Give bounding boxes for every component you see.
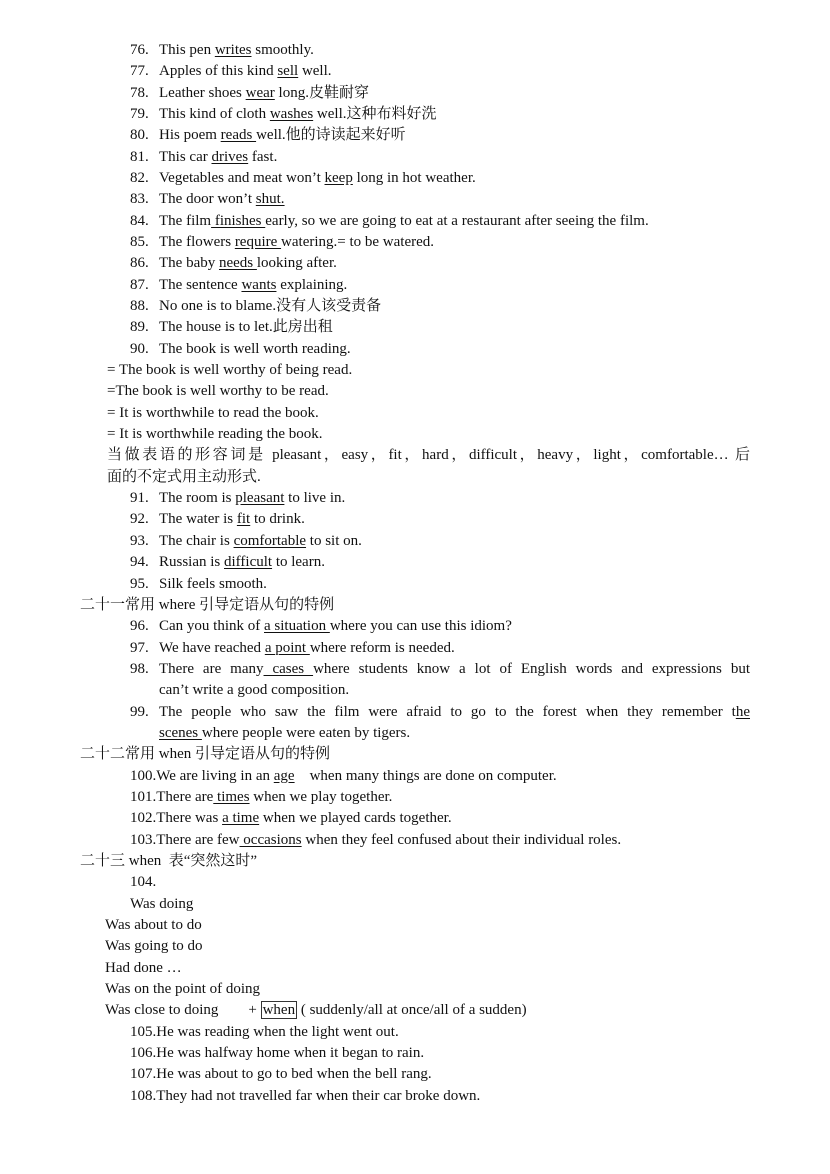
text-segment: 106.He was halfway home when it began to rain. [130,1044,425,1061]
item-number: 84. [130,212,149,229]
text-segment: long in hot weather. [352,170,476,187]
underlined-keyword: occasions [239,831,302,848]
boxed-keyword: when [262,1002,296,1019]
text-segment: 107.He was about to go to bed when the bell rang. [130,1066,432,1083]
text-line [130,1064,750,1085]
text-segment: when we played cards together. [259,810,452,827]
text-line [107,445,750,466]
text-line [107,360,750,381]
text-segment: explaining. [276,276,348,293]
text-segment: Silk feels smooth. [159,575,267,592]
item-number: 95. [130,575,149,592]
text-segment: The house is to let.此房出租 [159,319,333,336]
text-segment: = It is worthwhile reading the book. [107,426,323,443]
text-segment: Russian is [159,554,225,571]
text-segment: 二十二常用 when 引导定语从句的特例 [80,746,330,763]
text-line [130,616,750,637]
text-segment: = The book is well worthy of being read. [107,362,353,379]
text-segment: smoothly. [251,42,314,58]
text-segment: watering.= to be watered. [281,234,435,251]
text-segment: The baby [159,255,219,272]
text-segment: where people were eaten by tigers. [201,724,411,741]
underlined-keyword: he [735,703,750,720]
text-segment: 二十三 when 表“突然这时” [80,852,258,869]
text-segment: to live in. [284,490,346,507]
text-line [130,296,750,317]
text-segment: There are many [159,660,264,677]
underlined-keyword: a time [222,810,260,827]
text-line [130,168,750,189]
text-segment: Leather shoes [159,84,246,101]
text-segment: 二十一常用 where 引导定语从句的特例 [80,596,335,613]
item-number: 76. [130,42,149,58]
text-segment: Was going to do [105,938,203,955]
text-segment: The film [159,212,212,229]
item-number: 78. [130,84,149,101]
text-line [107,381,750,402]
underlined-keyword: age [273,767,295,784]
underlined-keyword: cases [263,660,314,677]
text-line [130,766,750,787]
text-segment: when many things are done on computer. [294,767,557,784]
text-line [130,104,750,125]
text-segment: early, so we are going to eat at a restaurant after seeing the film. [265,212,649,229]
item-number: 92. [130,511,149,528]
item-number: 89. [130,319,149,336]
text-line [105,1000,750,1021]
text-line [130,211,750,232]
item-number: 99. [130,703,149,720]
underlined-keyword: comfortable [233,532,307,549]
text-line [107,467,750,488]
item-number: 81. [130,148,149,165]
text-segment: where reform is needed. [309,639,455,656]
underlined-keyword: require [234,234,282,251]
text-line [159,680,750,701]
text-segment: The water is [159,511,237,528]
text-segment: 101.There are [130,788,214,805]
text-segment: long.皮鞋耐穿 [274,84,369,101]
text-segment: The sentence [159,276,242,293]
text-segment: =The book is well worthy to be read. [107,383,329,400]
underlined-keyword: shut. [255,191,285,208]
underlined-keyword: finishes [211,212,266,229]
text-line [130,659,750,680]
text-segment: to learn. [272,554,325,571]
text-line [130,488,750,509]
section-heading [80,744,750,765]
underlined-keyword: difficult [224,554,273,571]
text-line [130,317,750,338]
item-number: 93. [130,532,149,549]
text-segment: = It is worthwhile to read the book. [107,404,319,421]
text-segment: Had done … [105,959,182,976]
text-line [130,40,750,61]
text-segment: where you can use this idiom? [329,618,512,635]
underlined-keyword: fit [236,511,251,528]
text-line [130,1086,750,1107]
text-segment: 面的不定式用主动形式. [107,468,261,485]
item-number: 77. [130,63,149,80]
text-line [130,1022,750,1043]
text-line [105,915,750,936]
text-line [130,830,750,851]
text-line [130,872,750,893]
text-segment: 100.We are living in an [130,767,274,784]
section-heading [80,851,750,872]
item-number: 88. [130,298,149,315]
text-line [130,894,750,915]
text-segment: well.他的诗读起来好听 [256,127,406,144]
item-number: 85. [130,234,149,251]
text-segment: when they feel confused about their individual roles. [301,831,622,848]
underlined-keyword: pleasant [235,490,285,507]
underlined-keyword: wants [241,276,277,293]
item-number: 87. [130,276,149,293]
text-line [130,339,750,360]
underlined-keyword: wear [245,84,275,101]
text-segment: to drink. [250,511,305,528]
text-line [130,552,750,573]
item-number: 94. [130,554,149,571]
text-segment: The chair is [159,532,234,549]
item-number: 80. [130,127,149,144]
underlined-keyword: reads [220,127,257,144]
text-segment: The room is [159,490,236,507]
item-number: 86. [130,255,149,272]
text-segment: well. [298,63,332,80]
text-line [130,275,750,296]
text-line [130,232,750,253]
text-line [130,61,750,82]
text-line [130,702,750,723]
text-line [130,1043,750,1064]
text-segment: Apples of this kind [159,63,278,80]
underlined-keyword: times [213,788,250,805]
text-line [130,787,750,808]
text-line [130,638,750,659]
underlined-keyword: needs [218,255,257,272]
text-segment: 108.They had not travelled far when their car broke down. [130,1087,481,1104]
text-line [159,723,750,744]
underlined-keyword: drives [211,148,249,165]
text-segment: Was doing [130,895,194,912]
text-line [130,189,750,210]
text-line [105,958,750,979]
item-number: 98. [130,660,149,677]
item-number: 82. [130,170,149,187]
text-line [107,403,750,424]
text-segment: Can you think of [159,618,264,635]
underlined-keyword: washes [269,106,314,123]
text-line [130,125,750,146]
text-segment: His poem [159,127,221,144]
text-segment: can’t write a good composition. [159,682,350,699]
underlined-keyword: scenes [159,724,202,741]
text-segment: No one is to blame.没有人该受责备 [159,298,382,315]
text-segment: 105.He was reading when the light went out. [130,1023,399,1040]
underlined-keyword: sell [277,63,299,80]
text-segment: The book is well worth reading. [159,340,351,357]
underlined-keyword: a point [264,639,310,656]
text-line [130,253,750,274]
text-segment: The flowers [159,234,235,251]
text-segment: Was about to do [105,916,202,933]
text-segment: ( suddenly/all at once/all of a sudden) [297,1002,527,1019]
text-segment: 103.There are few [130,831,240,848]
text-segment: Vegetables and meat won’t [159,170,325,187]
text-line [107,424,750,445]
underlined-keyword: writes [214,42,252,58]
item-number: 90. [130,340,149,357]
text-segment: Was close to doing + [105,1002,261,1019]
text-segment: 当做表语的形容词是 pleasant，easy，fit，hard，difficult，heavy，light，comfortable… 后 [107,447,750,464]
section-heading [80,595,750,616]
text-segment: This car [159,148,212,165]
text-segment: where students know a lot of English words and expressions but [313,660,750,677]
text-line [105,936,750,957]
text-segment: 102.There was [130,810,223,827]
text-line [130,509,750,530]
text-segment: This pen [159,42,215,58]
item-number: 91. [130,490,149,507]
text-line [130,147,750,168]
item-number: 79. [130,106,149,123]
text-segment: fast. [248,148,278,165]
text-line [130,574,750,595]
text-line [130,83,750,104]
text-segment: when we play together. [249,788,393,805]
text-segment: Was on the point of doing [105,980,261,997]
text-segment: The door won’t [159,191,256,208]
text-segment: We have reached [159,639,265,656]
text-line [105,979,750,1000]
underlined-keyword: keep [324,170,353,187]
text-line [130,531,750,552]
text-segment: This kind of cloth [159,106,270,123]
text-segment: looking after. [256,255,337,272]
item-number: 83. [130,191,149,208]
item-number: 97. [130,639,149,656]
text-segment: The people who saw the film were afraid to go to the forest when they remember t [159,703,736,720]
text-segment: 104. [130,874,157,891]
text-line [130,808,750,829]
text-segment: well.这种布料好洗 [313,106,437,123]
underlined-keyword: a situation [264,618,330,635]
text-segment: to sit on. [306,532,362,549]
item-number: 96. [130,618,149,635]
